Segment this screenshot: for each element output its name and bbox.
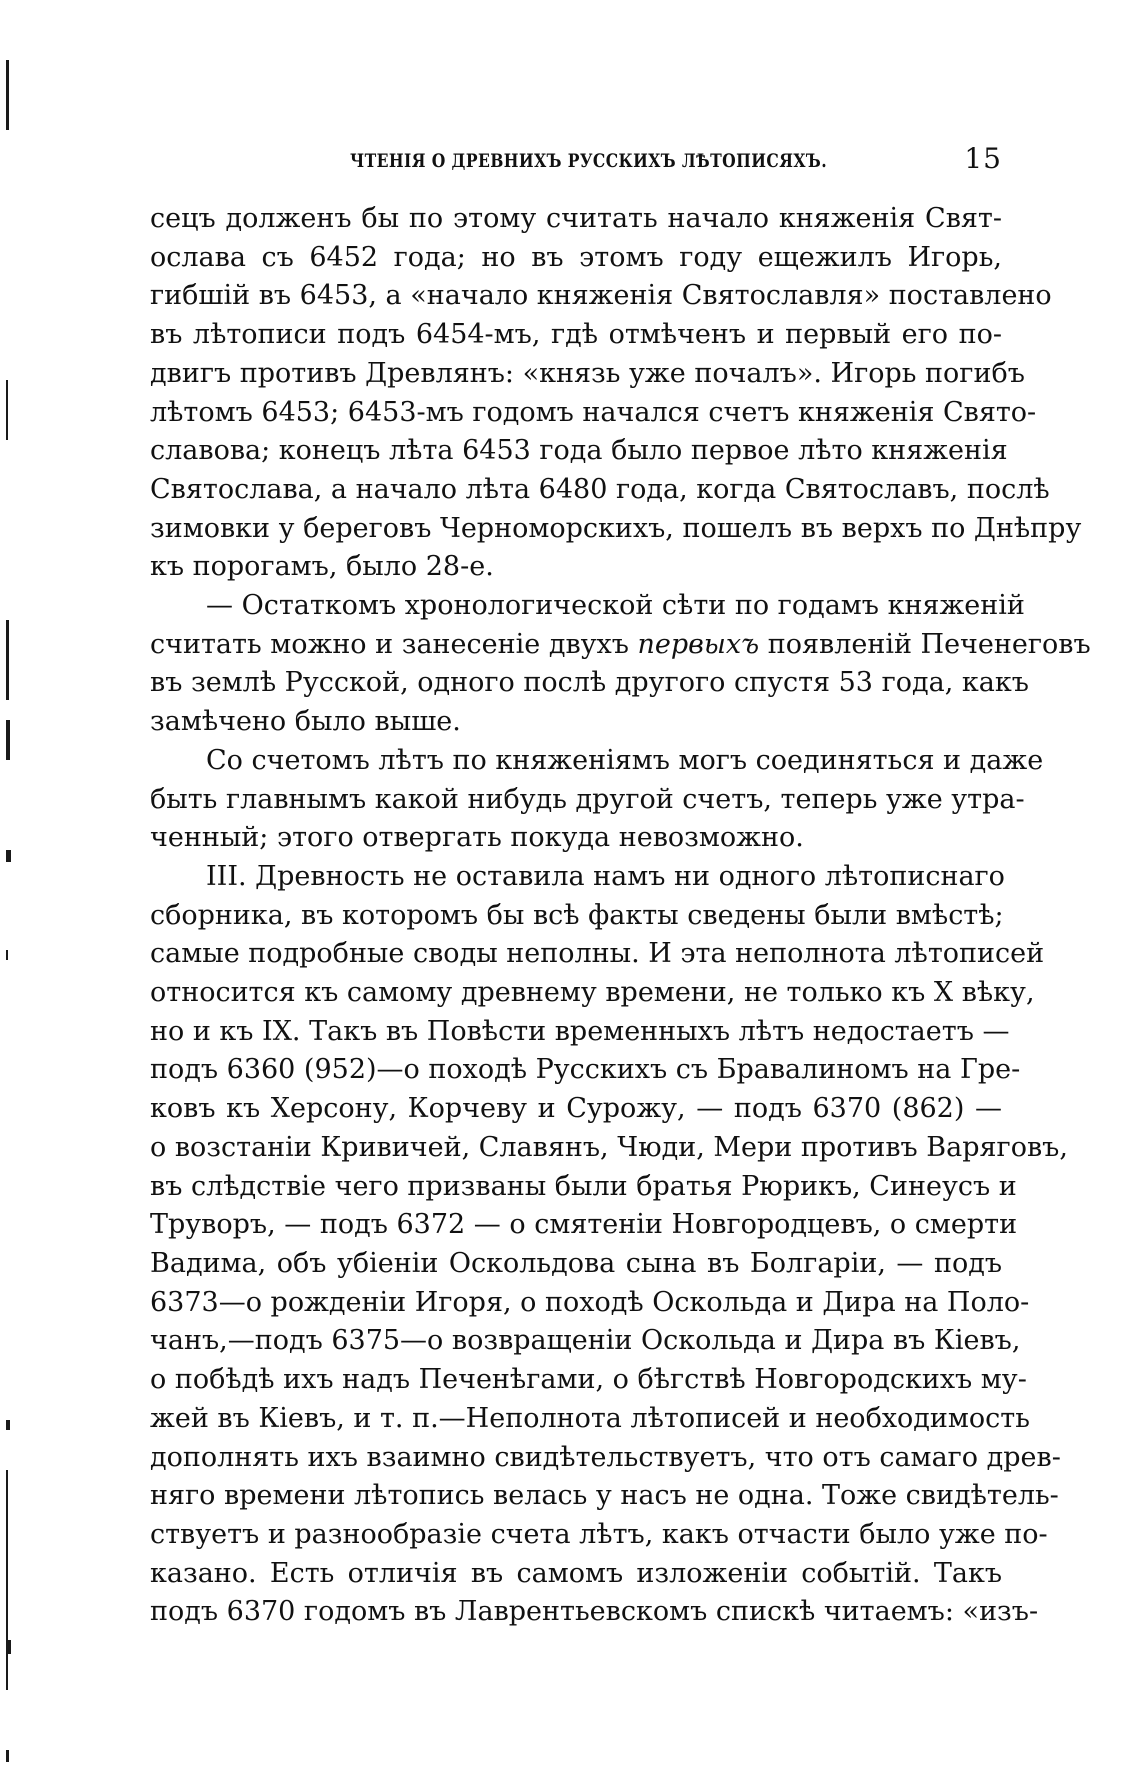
running-title: ЧТЕНІЯ О ДРЕВНИХЪ РУССКИХЪ ЛѢТОПИСЯХЪ. xyxy=(350,150,828,172)
text-line: зимовки у береговъ Черноморскихъ, пошелъ въ верхъ по Днѣпру xyxy=(150,512,1082,544)
text-line: подъ 6360 (952)—о походѣ Русскихъ съ Бравалиномъ на Гре- xyxy=(150,1054,1021,1086)
gutter-scan-mark xyxy=(6,850,11,862)
text-line: относится къ самому древнему времени, не только къ X вѣку, xyxy=(150,977,1035,1009)
gutter-scan-mark xyxy=(6,1470,8,1690)
text-line: гибшій въ 6453, а «начало княженія Святославля» поставлено xyxy=(150,280,1052,312)
text-line: Труворъ, — подъ 6372 — о смятеніи Новгородцевъ, о смерти xyxy=(150,1209,1018,1241)
text-line: ствуетъ и разнообразіе счета лѣтъ, какъ отчасти было уже по- xyxy=(150,1518,1048,1550)
text-line: двигъ противъ Древлянъ: «князь уже почалъ». Игорь погибъ xyxy=(150,357,1025,389)
text-line: дополнять ихъ взаимно свидѣтельствуетъ, что отъ самаго древ- xyxy=(150,1441,1061,1473)
page-header xyxy=(160,142,1002,178)
gutter-scan-mark xyxy=(6,950,8,960)
text-line: самые подробные своды неполны. И эта неполнота лѣтописей xyxy=(150,938,1045,970)
text-segment: считать можно и занесеніе двухъ xyxy=(150,628,638,660)
text-line: быть главнымъ какой нибудь другой счетъ, теперь уже утра- xyxy=(150,783,1025,815)
text-line: замѣчено было выше. xyxy=(150,706,461,738)
gutter-scan-mark xyxy=(6,620,9,700)
text-line: III. Древность не оставила намъ ни одного лѣтописнаго xyxy=(206,860,1005,892)
text-line: о возстаніи Кривичей, Славянъ, Чюди, Мери противъ Варяговъ, xyxy=(150,1131,1068,1163)
text-line: чанъ,—подъ 6375—о возвращеніи Оскольда и Дира въ Кіевъ, xyxy=(150,1325,1021,1357)
text-line: славова; конецъ лѣта 6453 года было первое лѣто княженія xyxy=(150,435,1008,467)
paragraph-2 xyxy=(150,587,1091,742)
italic-word: первыхъ xyxy=(637,628,760,660)
gutter-scan-mark xyxy=(6,1420,10,1430)
text-line: но и къ IX. Такъ въ Повѣсти временныхъ лѣтъ недостаетъ — xyxy=(150,1015,1010,1047)
gutter-scan-mark xyxy=(6,60,9,130)
text-line: жей въ Кіевъ, и т. п.—Неполнота лѣтописей и необходимость xyxy=(150,1402,1030,1434)
gutter-scan-mark xyxy=(6,720,10,760)
text-line-with-italic xyxy=(150,626,1091,665)
text-line: няго времени лѣтопись велась у насъ не одна. Тоже свидѣтель- xyxy=(150,1480,1059,1512)
paragraph-3 xyxy=(150,742,1044,858)
text-line: ослава съ 6452 года; но въ этомъ году ещежилъ Игорь, xyxy=(150,241,1002,273)
gutter-scan-mark xyxy=(6,1750,9,1762)
text-line: Святослава, а начало лѣта 6480 года, когда Святославъ, послѣ xyxy=(150,473,1050,505)
body-text xyxy=(150,200,1091,1632)
paragraph-4 xyxy=(150,858,1068,1632)
text-line: сборника, въ которомъ бы всѣ факты сведены были вмѣстѣ; xyxy=(150,899,1004,931)
text-line: къ порогамъ, было 28-е. xyxy=(150,551,494,583)
paragraph-1 xyxy=(150,200,1082,587)
text-line: казано. Есть отличія въ самомъ изложеніи событій. Такъ xyxy=(150,1557,1002,1589)
text-line: о побѣдѣ ихъ надъ Печенѣгами, о бѣгствѣ Новгородскихъ му- xyxy=(150,1364,1027,1396)
gutter-scan-mark xyxy=(6,1640,11,1654)
text-line: Вадима, объ убіеніи Оскольдова сына въ Болгаріи, — подъ xyxy=(150,1247,1002,1279)
text-segment: появленій Печенеговъ xyxy=(759,628,1091,660)
text-line: 6373—о рожденіи Игоря, о походѣ Оскольда и Дира на Поло- xyxy=(150,1286,1030,1318)
page-number: 15 xyxy=(964,142,1002,175)
text-line: подъ 6370 годомъ въ Лаврентьевскомъ спискѣ читаемъ: «изъ- xyxy=(150,1596,1039,1628)
gutter-scan-mark xyxy=(6,380,8,440)
text-line: сецъ долженъ бы по этому считать начало княженія Свят- xyxy=(150,203,1002,234)
text-line: въ слѣдствіе чего призваны были братья Рюрикъ, Синеусъ и xyxy=(150,1170,1017,1202)
text-line: Со счетомъ лѣтъ по княженіямъ могъ соединяться и даже xyxy=(206,744,1044,776)
text-line: лѣтомъ 6453; 6453-мъ годомъ начался счетъ княженія Свято- xyxy=(150,396,1037,428)
text-line: въ землѣ Русской, одного послѣ другого спустя 53 года, какъ xyxy=(150,667,1029,699)
text-line: ченный; этого отвергать покуда невозможно. xyxy=(150,822,804,854)
text-line: — Остаткомъ хронологической сѣти по годамъ княженій xyxy=(206,590,1025,622)
text-line: въ лѣтописи подъ 6454-мъ, гдѣ отмѣченъ и первый его по- xyxy=(150,319,1002,351)
text-line: ковъ къ Херсону, Корчеву и Сурожу, — подъ 6370 (862) — xyxy=(150,1093,1002,1125)
